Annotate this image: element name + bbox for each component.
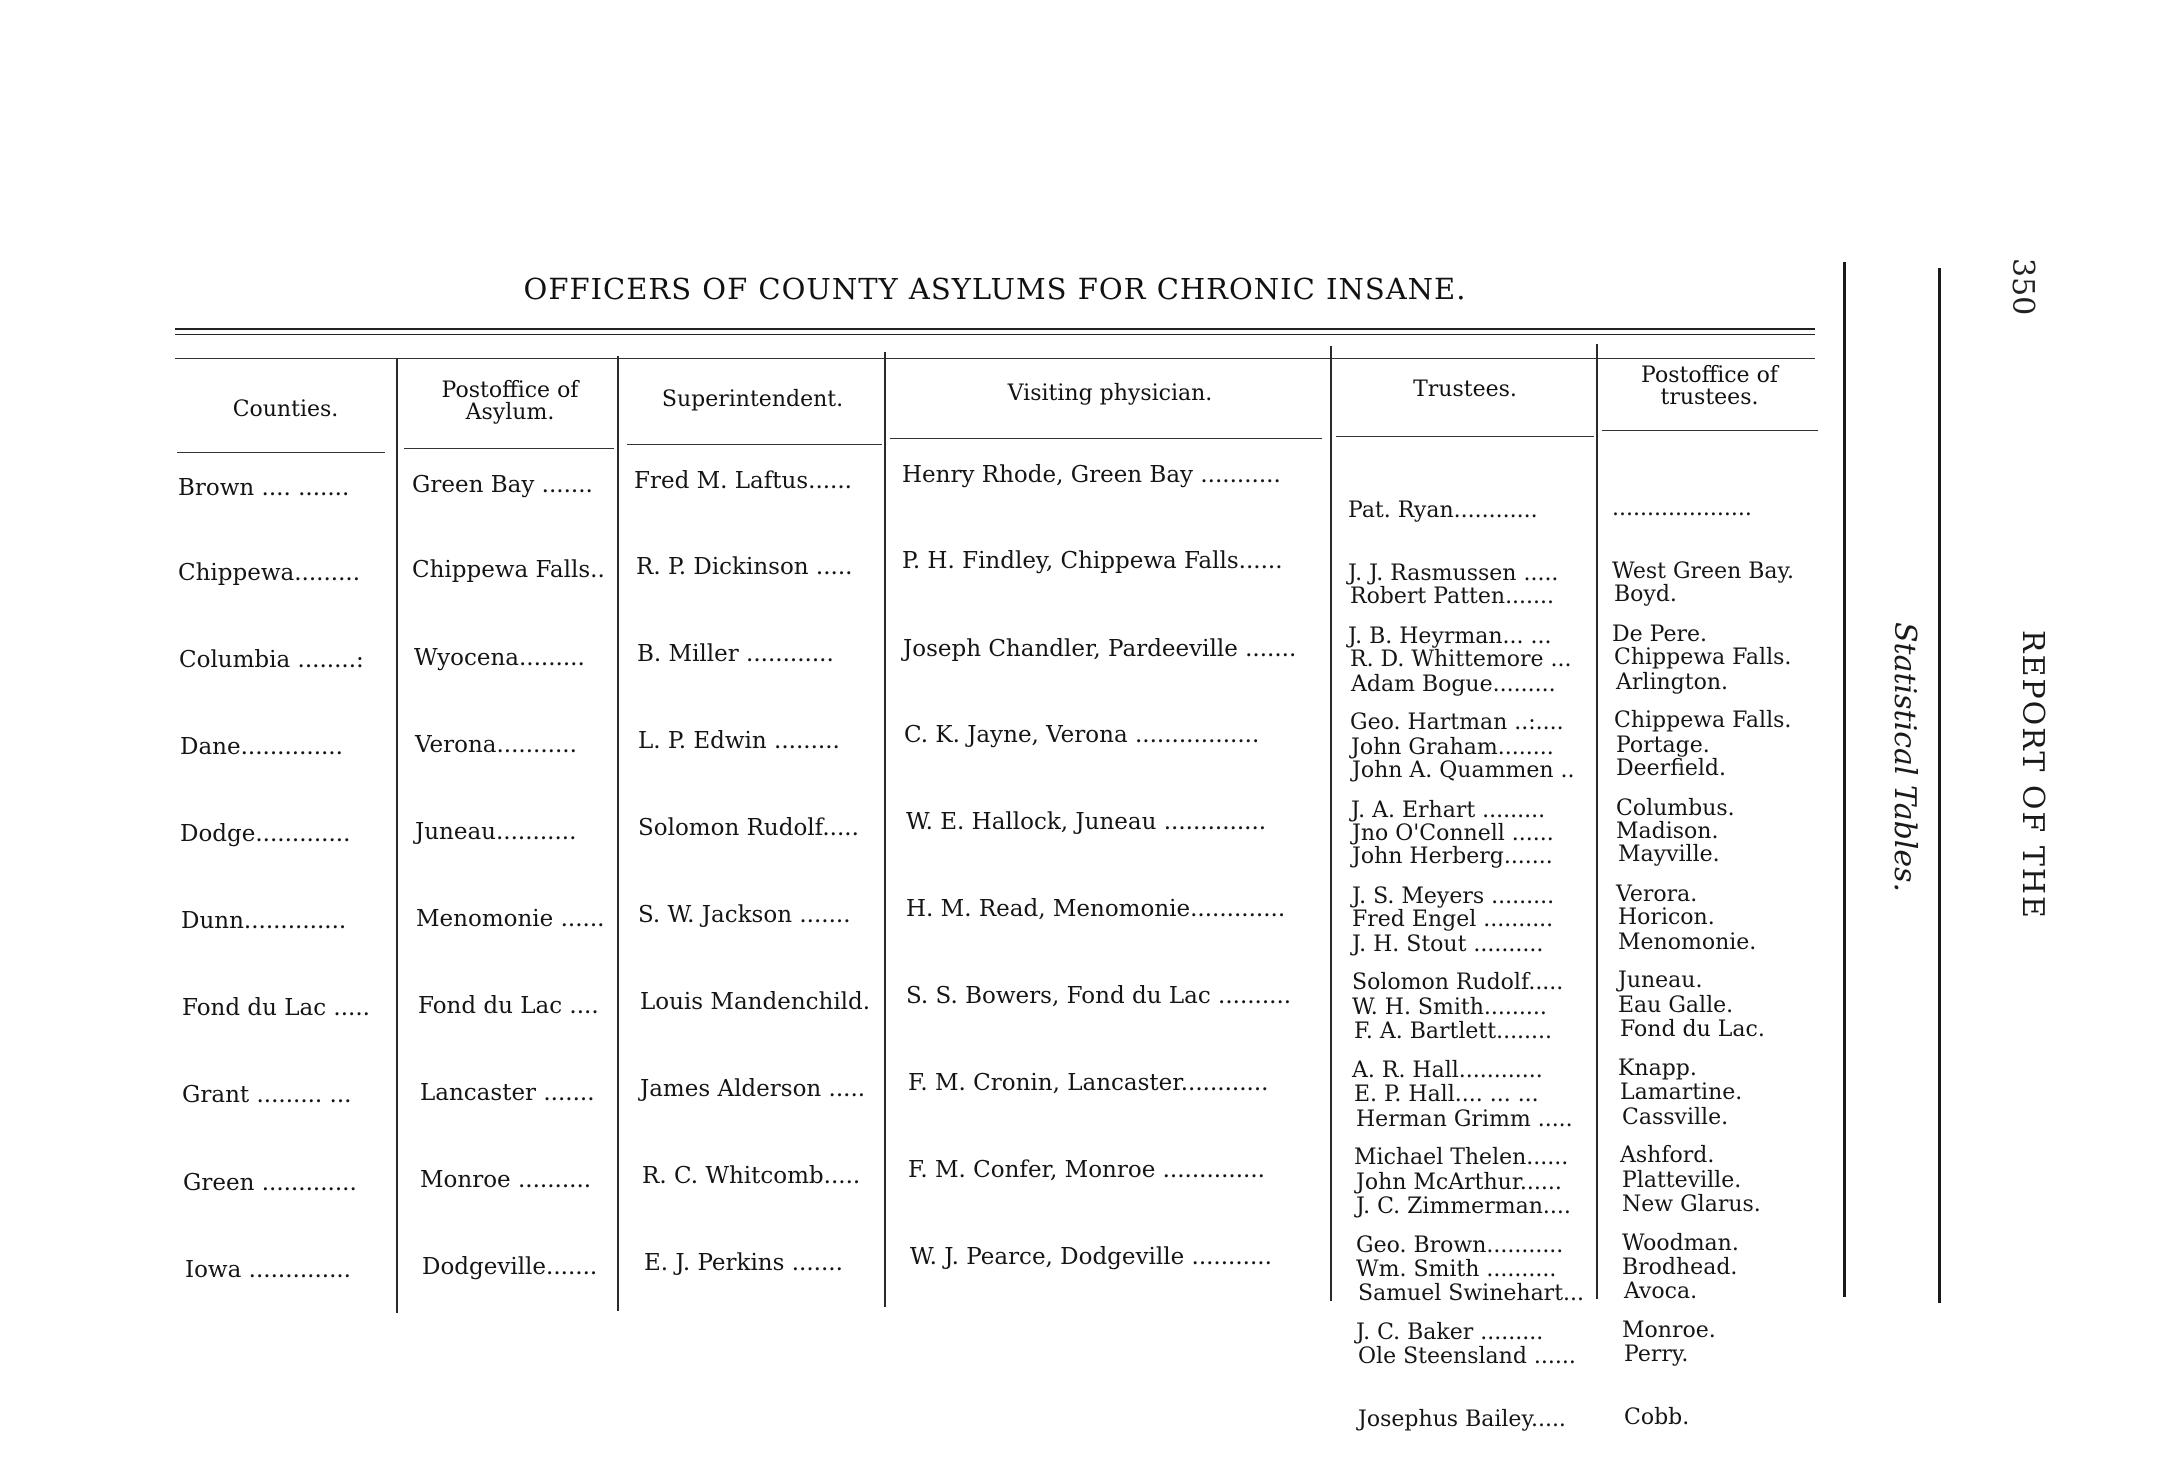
trustees-postoffice-cell bbox=[1624, 1239, 1697, 1470]
header-asylum-postoffice: Postoffice of Asylum. bbox=[441, 378, 579, 425]
trustees-cell bbox=[1358, 1241, 1584, 1472]
physician-cell: F. M. Cronin, Lancaster............ bbox=[908, 1070, 1269, 1096]
trustee-name: Geo. Hartman ..:.... bbox=[1350, 710, 1564, 735]
county-cell: Grant ......... ... bbox=[182, 1082, 352, 1108]
trustee-postoffice: Perry. bbox=[1624, 1342, 1689, 1367]
trustee-postoffice: Menomonie. bbox=[1618, 930, 1757, 955]
trustee-postoffice: Columbus. bbox=[1616, 796, 1735, 821]
trustee-postoffice: Monroe. bbox=[1622, 1318, 1716, 1343]
trustee-postoffice: Brodhead. bbox=[1622, 1255, 1738, 1280]
trustee-postoffice: Platteville. bbox=[1622, 1168, 1742, 1193]
superintendent-cell: Fred M. Laftus...... bbox=[634, 468, 852, 494]
trustee-name: A. R. Hall............ bbox=[1352, 1058, 1543, 1083]
superintendent-cell: E. J. Perkins ....... bbox=[644, 1250, 843, 1276]
trustee-postoffice: Portage. bbox=[1616, 733, 1710, 758]
physician-cell: C. K. Jayne, Verona ................. bbox=[904, 722, 1260, 748]
trustee-name: J. H. Stout .......... bbox=[1352, 932, 1544, 957]
trustee-name: Pat. Ryan............ bbox=[1348, 498, 1538, 523]
trustee-postoffice: Lamartine. bbox=[1620, 1080, 1743, 1105]
trustee-name: J. J. Rasmussen ..... bbox=[1348, 561, 1559, 586]
trustee-name: John Graham........ bbox=[1351, 735, 1554, 760]
table-title: OFFICERS OF COUNTY ASYLUMS FOR CHRONIC INSANE. bbox=[523, 272, 1467, 306]
running-head: REPORT OF THE bbox=[2015, 630, 2050, 920]
trustee-postoffice: Verora. bbox=[1616, 882, 1698, 907]
trustee-name: John Herberg....... bbox=[1352, 844, 1553, 869]
physician-cell: F. M. Confer, Monroe .............. bbox=[908, 1157, 1265, 1183]
trustee-name: E. P. Hall.... ... ... bbox=[1354, 1082, 1539, 1107]
column-rule bbox=[884, 352, 886, 1307]
header-visiting-physician: Visiting physician. bbox=[1007, 381, 1213, 406]
trustee-postoffice: Knapp. bbox=[1618, 1056, 1697, 1081]
county-cell: Columbia ........: bbox=[179, 647, 364, 673]
trustee-postoffice: Arlington. bbox=[1616, 670, 1728, 695]
trustee-postoffice: Chippewa Falls. bbox=[1614, 645, 1792, 670]
header-underline bbox=[404, 448, 614, 449]
trustee-postoffice: Cobb. bbox=[1624, 1405, 1690, 1430]
trustee-postoffice: Avoca. bbox=[1624, 1279, 1698, 1304]
trustee-name: J. C. Zimmerman.... bbox=[1356, 1194, 1571, 1219]
trustee-name: John McArthur...... bbox=[1356, 1170, 1562, 1195]
superintendent-cell: Solomon Rudolf..... bbox=[638, 815, 859, 841]
asylum-postoffice-cell: Verona........... bbox=[415, 732, 577, 758]
top-rule-thin bbox=[175, 334, 1815, 335]
county-cell: Fond du Lac ..... bbox=[182, 995, 370, 1021]
trustee-name: R. D. Whittemore ... bbox=[1350, 647, 1572, 672]
trustee-name: W. H. Smith......... bbox=[1352, 995, 1547, 1020]
physician-cell: Henry Rhode, Green Bay ........... bbox=[902, 462, 1281, 488]
side-rule bbox=[1938, 268, 1941, 1303]
header-underline bbox=[1336, 436, 1594, 437]
physician-cell: S. S. Bowers, Fond du Lac .......... bbox=[906, 983, 1292, 1009]
asylum-postoffice-cell: Chippewa Falls.. bbox=[412, 557, 605, 583]
trustee-name: Jno O'Connell ...... bbox=[1352, 821, 1554, 846]
trustee-postoffice: New Glarus. bbox=[1622, 1192, 1761, 1217]
trustee-postoffice: Horicon. bbox=[1618, 905, 1715, 930]
trustee-postoffice: Chippewa Falls. bbox=[1614, 708, 1792, 733]
physician-cell: W. J. Pearce, Dodgeville ........... bbox=[910, 1244, 1272, 1270]
column-rule bbox=[1330, 346, 1332, 1301]
asylum-postoffice-cell: Dodgeville....... bbox=[422, 1254, 598, 1280]
trustee-name: Solomon Rudolf..... bbox=[1352, 970, 1564, 995]
physician-cell: P. H. Findley, Chippewa Falls...... bbox=[902, 548, 1283, 574]
county-cell: Dunn.............. bbox=[181, 908, 347, 934]
county-cell: Chippewa......... bbox=[178, 560, 361, 586]
county-cell: Green ............. bbox=[183, 1170, 357, 1196]
trustee-name: Robert Patten....... bbox=[1350, 584, 1555, 609]
trustee-postoffice: Madison. bbox=[1616, 819, 1719, 844]
asylum-postoffice-cell: Menomonie ...... bbox=[416, 906, 605, 932]
trustee-name: Fred Engel .......... bbox=[1352, 907, 1554, 932]
trustee-name: J. B. Heyrman... ... bbox=[1348, 624, 1552, 649]
county-cell: Dodge............. bbox=[180, 821, 351, 847]
trustee-name: J. C. Baker ......... bbox=[1356, 1320, 1544, 1345]
asylum-postoffice-cell: Fond du Lac .... bbox=[418, 993, 599, 1019]
asylum-postoffice-cell: Wyocena......... bbox=[414, 645, 585, 671]
physician-cell: H. M. Read, Menomonie............. bbox=[906, 896, 1286, 922]
page-number: 350 bbox=[2005, 258, 2040, 316]
superintendent-cell: B. Miller ............ bbox=[637, 641, 834, 667]
trustee-postoffice: Eau Galle. bbox=[1618, 993, 1734, 1018]
header-underline bbox=[890, 438, 1322, 439]
superintendent-cell: R. P. Dickinson ..... bbox=[636, 554, 853, 580]
header-counties: Counties. bbox=[232, 397, 339, 422]
header-top-rule bbox=[175, 358, 1815, 359]
asylum-postoffice-cell: Juneau........... bbox=[415, 819, 577, 845]
physician-cell: W. E. Hallock, Juneau .............. bbox=[906, 809, 1267, 835]
trustee-name: Herman Grimm ..... bbox=[1356, 1107, 1573, 1132]
superintendent-cell: L. P. Edwin ......... bbox=[638, 728, 840, 754]
trustee-postoffice: Deerfield. bbox=[1616, 756, 1726, 781]
trustee-postoffice: Boyd. bbox=[1614, 582, 1677, 607]
superintendent-cell: James Alderson ..... bbox=[640, 1076, 866, 1102]
trustee-name: Michael Thelen...... bbox=[1354, 1145, 1569, 1170]
top-rule bbox=[175, 328, 1815, 330]
trustee-postoffice: Juneau. bbox=[1618, 968, 1703, 993]
trustee-postoffice: De Pere. bbox=[1612, 622, 1708, 647]
physician-cell: Joseph Chandler, Pardeeville ....... bbox=[903, 636, 1297, 662]
trustee-name: Adam Bogue......... bbox=[1351, 672, 1556, 697]
trustee-postoffice: Mayville. bbox=[1618, 842, 1720, 867]
trustee-postoffice: Fond du Lac. bbox=[1620, 1017, 1765, 1042]
trustee-name: J. A. Erhart ......... bbox=[1351, 798, 1546, 823]
trustee-postoffice: West Green Bay. bbox=[1612, 559, 1795, 584]
trustee-postoffice: Cassville. bbox=[1622, 1105, 1729, 1130]
side-rule bbox=[1843, 262, 1846, 1297]
trustee-name: Samuel Swinehart... bbox=[1358, 1281, 1585, 1306]
column-rule bbox=[396, 358, 398, 1313]
trustee-postoffice: Woodman. bbox=[1622, 1231, 1739, 1256]
trustee-name: Josephus Bailey..... bbox=[1358, 1407, 1566, 1432]
header-underline bbox=[627, 444, 882, 445]
asylum-postoffice-cell: Monroe .......... bbox=[420, 1167, 592, 1193]
superintendent-cell: R. C. Whitcomb..... bbox=[642, 1163, 861, 1189]
section-title: Statistical Tables. bbox=[1887, 622, 1922, 893]
trustee-postoffice: .................... bbox=[1612, 496, 1752, 521]
county-cell: Dane.............. bbox=[180, 734, 343, 760]
trustee-name: J. S. Meyers ......... bbox=[1352, 884, 1555, 909]
header-underline bbox=[177, 452, 385, 453]
superintendent-cell: S. W. Jackson ....... bbox=[638, 902, 851, 928]
header-trustees-postoffice: Postoffice of trustees. bbox=[1641, 363, 1778, 410]
county-cell: Brown .... ....... bbox=[178, 475, 350, 501]
trustee-name: John A. Quammen .. bbox=[1352, 758, 1575, 783]
superintendent-cell: Louis Mandenchild. bbox=[640, 989, 871, 1015]
trustee-name: Ole Steensland ...... bbox=[1358, 1344, 1576, 1369]
header-trustees: Trustees. bbox=[1413, 377, 1517, 402]
header-underline bbox=[1602, 430, 1818, 431]
trustee-name: F. A. Bartlett........ bbox=[1354, 1019, 1553, 1044]
trustee-name: Wm. Smith .......... bbox=[1356, 1257, 1557, 1282]
asylum-postoffice-cell: Green Bay ....... bbox=[412, 472, 593, 498]
trustee-postoffice: Ashford. bbox=[1620, 1143, 1715, 1168]
column-rule bbox=[1596, 344, 1598, 1299]
column-rule bbox=[617, 356, 619, 1311]
asylum-postoffice-cell: Lancaster ....... bbox=[420, 1080, 595, 1106]
header-superintendent: Superintendent. bbox=[661, 387, 844, 412]
trustee-name: Geo. Brown........... bbox=[1356, 1233, 1564, 1258]
county-cell: Iowa .............. bbox=[185, 1257, 351, 1283]
